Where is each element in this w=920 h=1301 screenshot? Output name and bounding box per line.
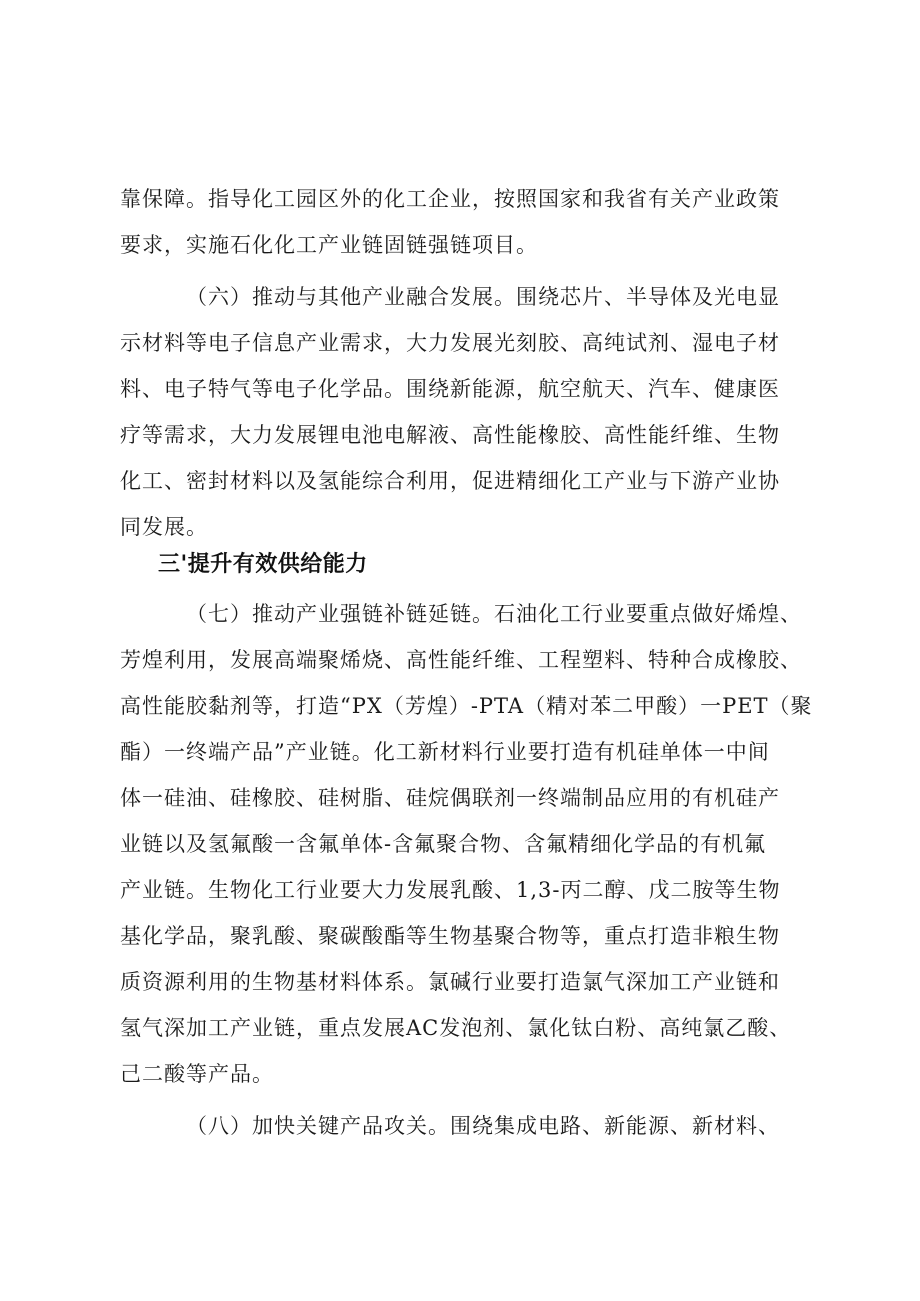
paragraph-line: （七）推动产业强链补链延链。石油化工行业要重点做好烯煌、: [186, 602, 802, 626]
paragraph-line: 化工、密封材料以及氢能综合利用，促进精细化工产业与下游产业协: [120, 469, 780, 493]
paragraph-line: （八）加快关键产品攻关。围绕集成电路、新能源、新材料、: [186, 1114, 780, 1138]
paragraph-line: 料、电子特气等电子化学品。围绕新能源，航空航天、汽车、健康医: [120, 377, 780, 401]
paragraph-line: 己二酸等产品。: [120, 1062, 274, 1086]
paragraph-line: 业链以及氢氟酸一含氟单体-含氟聚合物、含氟精细化学品的有机氟: [120, 832, 767, 856]
section-heading: 三'提升有效供给能力: [158, 552, 368, 577]
paragraph-line: 质资源利用的生物基材料体系。氯碱行业要打造氯气深加工产业链和: [120, 970, 780, 994]
paragraph-line: 基化学品，聚乳酸、聚碳酸酯等生物基聚合物等，重点打造非粮生物: [120, 924, 780, 948]
paragraph-line: 示材料等电子信息产业需求，大力发展光刻胶、高纯试剂、湿电子材: [120, 331, 780, 355]
paragraph-line: 同发展。: [120, 515, 208, 539]
paragraph-line: 芳煌利用，发展高端聚烯烧、高性能纤维、工程塑料、特种合成橡胶、: [120, 648, 802, 672]
paragraph-line: 高性能胶黏剂等，打造“PX（芳煌）-PTA（精对苯二甲酸）一PET（聚: [120, 694, 813, 718]
paragraph-line: 靠保障。指导化工园区外的化工企业，按照国家和我省有关产业政策: [120, 187, 780, 211]
paragraph-line: 氢气深加工产业链，重点发展AC发泡剂、氯化钛白粉、高纯氯乙酸、: [120, 1016, 792, 1040]
paragraph-line: 疗等需求，大力发展锂电池电解液、高性能橡胶、高性能纤维、生物: [120, 423, 780, 447]
paragraph-line: 产业链。生物化工行业要大力发展乳酸、1,3-丙二醇、戊二胺等生物: [120, 878, 781, 902]
paragraph-line: （六）推动与其他产业融合发展。围绕芯片、半导体及光电显: [186, 285, 780, 309]
paragraph-line: 酯）一终端产品”产业链。化工新材料行业要打造有机硅单体一中间: [120, 740, 770, 764]
paragraph-line: 体一硅油、硅橡胶、硅树脂、硅烷偶联剂一终端制品应用的有机硅产: [120, 786, 780, 810]
paragraph-line: 要求，实施石化化工产业链固链强链项目。: [120, 233, 538, 257]
